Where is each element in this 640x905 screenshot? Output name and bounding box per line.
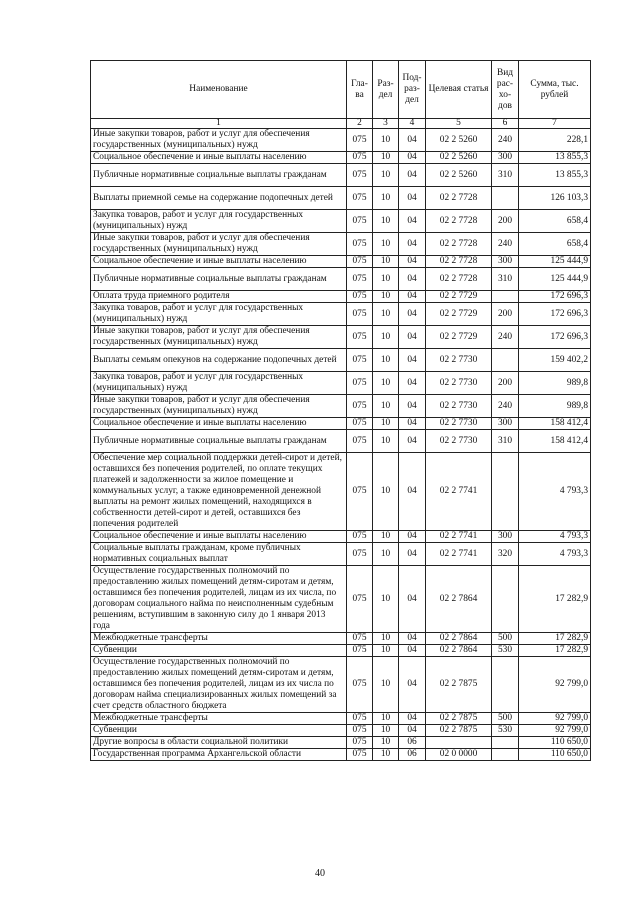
- row-target-article: 02 2 7728: [426, 256, 492, 268]
- row-target-article: 02 2 7741: [426, 453, 492, 531]
- row-section: 10: [373, 713, 399, 725]
- table-row: [91, 349, 591, 372]
- row-amount: 159 402,2: [519, 349, 591, 372]
- row-amount: 126 103,3: [519, 187, 591, 210]
- row-chapter: 075: [347, 543, 373, 566]
- row-expense-type: 300: [492, 256, 519, 268]
- page-number: 40: [315, 868, 325, 879]
- table-row: [91, 566, 591, 633]
- row-chapter: 075: [347, 566, 373, 633]
- row-expense-type: 300: [492, 418, 519, 430]
- row-section: 10: [373, 633, 399, 645]
- header-expense-type: Вид рас-хо-дов: [492, 61, 519, 119]
- row-amount: 172 696,3: [519, 303, 591, 326]
- row-target-article: 02 2 7730: [426, 395, 492, 418]
- row-chapter: 075: [347, 164, 373, 187]
- row-target-article: 02 2 7729: [426, 291, 492, 303]
- table-row: [91, 372, 591, 395]
- row-amount: 17 282,9: [519, 633, 591, 645]
- budget-table: [90, 60, 591, 761]
- row-section: 10: [373, 395, 399, 418]
- table-row: [91, 395, 591, 418]
- row-target-article: 02 2 7730: [426, 430, 492, 453]
- row-name: Межбюджетные трансферты: [91, 633, 347, 645]
- table-row: [91, 152, 591, 164]
- row-chapter: 075: [347, 233, 373, 256]
- row-name: Выплаты приемной семье на содержание подопечных детей: [91, 187, 347, 210]
- row-subsection: 04: [399, 210, 426, 233]
- row-expense-type: [492, 291, 519, 303]
- row-chapter: 075: [347, 372, 373, 395]
- row-expense-type: [492, 187, 519, 210]
- row-subsection: 04: [399, 152, 426, 164]
- row-amount: 110 650,0: [519, 749, 591, 761]
- row-name: Социальное обеспечение и иные выплаты населению: [91, 531, 347, 543]
- column-number: 3: [373, 119, 399, 129]
- row-name: Иные закупки товаров, работ и услуг для обеспечения государственных (муниципальных) нужд: [91, 395, 347, 418]
- row-expense-type: [492, 737, 519, 749]
- row-expense-type: [492, 453, 519, 531]
- row-amount: 658,4: [519, 210, 591, 233]
- row-target-article: 02 2 7730: [426, 349, 492, 372]
- row-chapter: 075: [347, 749, 373, 761]
- row-chapter: 075: [347, 725, 373, 737]
- row-subsection: 06: [399, 737, 426, 749]
- row-section: 10: [373, 233, 399, 256]
- row-expense-type: 500: [492, 633, 519, 645]
- row-section: 10: [373, 749, 399, 761]
- row-expense-type: 310: [492, 430, 519, 453]
- row-section: 10: [373, 303, 399, 326]
- row-amount: 17 282,9: [519, 645, 591, 657]
- row-name: Социальное обеспечение и иные выплаты населению: [91, 418, 347, 430]
- row-amount: 228,1: [519, 129, 591, 152]
- row-subsection: 04: [399, 256, 426, 268]
- row-target-article: 02 2 7730: [426, 418, 492, 430]
- row-section: 10: [373, 737, 399, 749]
- row-section: 10: [373, 326, 399, 349]
- row-section: 10: [373, 657, 399, 713]
- row-amount: 92 799,0: [519, 725, 591, 737]
- row-amount: 92 799,0: [519, 657, 591, 713]
- row-name: Осуществление государственных полномочий по предоставлению жилых помещений детям-сиротам и детям, оставшимся без попечения родителей, лицам из их числа, по договорам социального найма по неисполненным судебным решениям, вступившим в законную силу до 1 января 2013 года: [91, 566, 347, 633]
- row-section: 10: [373, 372, 399, 395]
- row-expense-type: 310: [492, 164, 519, 187]
- row-section: 10: [373, 430, 399, 453]
- row-section: 10: [373, 268, 399, 291]
- row-expense-type: 200: [492, 372, 519, 395]
- row-target-article: 02 2 7741: [426, 543, 492, 566]
- row-amount: 658,4: [519, 233, 591, 256]
- header-section: Раз-дел: [373, 61, 399, 119]
- row-expense-type: 310: [492, 268, 519, 291]
- table-row: [91, 418, 591, 430]
- row-subsection: 04: [399, 725, 426, 737]
- row-name: Межбюджетные трансферты: [91, 713, 347, 725]
- row-expense-type: 240: [492, 395, 519, 418]
- row-target-article: 02 2 7864: [426, 645, 492, 657]
- row-subsection: 04: [399, 129, 426, 152]
- row-expense-type: 300: [492, 531, 519, 543]
- table-row: [91, 737, 591, 749]
- row-target-article: 02 2 7729: [426, 326, 492, 349]
- row-section: 10: [373, 543, 399, 566]
- row-chapter: 075: [347, 645, 373, 657]
- row-amount: 125 444,9: [519, 268, 591, 291]
- table-row: [91, 187, 591, 210]
- row-section: 10: [373, 129, 399, 152]
- row-section: 10: [373, 453, 399, 531]
- row-target-article: 02 2 7864: [426, 633, 492, 645]
- row-amount: 125 444,9: [519, 256, 591, 268]
- row-chapter: 075: [347, 713, 373, 725]
- row-name: Субвенции: [91, 725, 347, 737]
- row-chapter: 075: [347, 129, 373, 152]
- row-target-article: 02 2 7875: [426, 725, 492, 737]
- row-chapter: 075: [347, 418, 373, 430]
- row-name: Субвенции: [91, 645, 347, 657]
- row-target-article: 02 2 7730: [426, 372, 492, 395]
- row-chapter: 075: [347, 326, 373, 349]
- column-number: 1: [91, 119, 347, 129]
- row-chapter: 075: [347, 737, 373, 749]
- row-chapter: 075: [347, 152, 373, 164]
- row-chapter: 075: [347, 210, 373, 233]
- row-target-article: 02 2 7728: [426, 210, 492, 233]
- header-chapter: Гла-ва: [347, 61, 373, 119]
- row-amount: 92 799,0: [519, 713, 591, 725]
- row-amount: 158 412,4: [519, 430, 591, 453]
- row-name: Оплата труда приемного родителя: [91, 291, 347, 303]
- row-chapter: 075: [347, 349, 373, 372]
- column-number: 6: [492, 119, 519, 129]
- table-row: [91, 713, 591, 725]
- table-row: [91, 268, 591, 291]
- row-section: 10: [373, 349, 399, 372]
- row-name: Публичные нормативные социальные выплаты гражданам: [91, 268, 347, 291]
- row-expense-type: 530: [492, 725, 519, 737]
- row-target-article: 02 2 7729: [426, 303, 492, 326]
- row-chapter: 075: [347, 187, 373, 210]
- row-chapter: 075: [347, 303, 373, 326]
- row-name: Обеспечение мер социальной поддержки детей-сирот и детей, оставшихся без попечения родителей, по оплате текущих платежей и задолженности за жилое помещение и коммунальных услуг, а также единовременной денежной выплаты на ремонт жилых помещений, находящихся в собственности детей-сирот и детей, оставшихся без попечения родителей: [91, 453, 347, 531]
- row-amount: 172 696,3: [519, 326, 591, 349]
- header-subsection: Под-раз-дел: [399, 61, 426, 119]
- row-subsection: 04: [399, 657, 426, 713]
- table-header-row: [91, 61, 591, 119]
- column-number: 5: [426, 119, 492, 129]
- row-subsection: 04: [399, 453, 426, 531]
- row-amount: 13 855,3: [519, 152, 591, 164]
- row-expense-type: 240: [492, 233, 519, 256]
- row-chapter: 075: [347, 453, 373, 531]
- row-name: Осуществление государственных полномочий по предоставлению жилых помещений детям-сиротам и детям, оставшимся без попечения родителей, лицам из их числа по договорам найма специализированных жилых помещений за счет средств областного бюджета: [91, 657, 347, 713]
- row-subsection: 04: [399, 713, 426, 725]
- column-number: 2: [347, 119, 373, 129]
- row-amount: 13 855,3: [519, 164, 591, 187]
- table-row: [91, 291, 591, 303]
- row-name: Публичные нормативные социальные выплаты гражданам: [91, 164, 347, 187]
- row-subsection: 04: [399, 633, 426, 645]
- row-target-article: 02 2 5260: [426, 129, 492, 152]
- table-row: [91, 129, 591, 152]
- table-row: [91, 657, 591, 713]
- row-target-article: 02 2 7875: [426, 713, 492, 725]
- row-subsection: 04: [399, 395, 426, 418]
- row-section: 10: [373, 418, 399, 430]
- row-expense-type: 200: [492, 210, 519, 233]
- row-section: 10: [373, 152, 399, 164]
- row-expense-type: 240: [492, 129, 519, 152]
- row-subsection: 04: [399, 187, 426, 210]
- row-section: 10: [373, 256, 399, 268]
- row-section: 10: [373, 210, 399, 233]
- header-amount: Сумма, тыс. рублей: [519, 61, 591, 119]
- row-section: 10: [373, 187, 399, 210]
- row-subsection: 04: [399, 430, 426, 453]
- column-number: 4: [399, 119, 426, 129]
- row-target-article: 02 2 5260: [426, 152, 492, 164]
- row-subsection: 04: [399, 349, 426, 372]
- row-expense-type: 300: [492, 152, 519, 164]
- table-row: [91, 233, 591, 256]
- row-name: Иные закупки товаров, работ и услуг для обеспечения государственных (муниципальных) нужд: [91, 233, 347, 256]
- row-subsection: 04: [399, 326, 426, 349]
- row-chapter: 075: [347, 531, 373, 543]
- row-target-article: 02 2 7728: [426, 233, 492, 256]
- table-body: [91, 129, 591, 761]
- row-name: Публичные нормативные социальные выплаты гражданам: [91, 430, 347, 453]
- row-expense-type: 240: [492, 326, 519, 349]
- table-row: [91, 453, 591, 531]
- row-expense-type: 530: [492, 645, 519, 657]
- row-name: Закупка товаров, работ и услуг для государственных (муниципальных) нужд: [91, 303, 347, 326]
- header-target-article: Целевая статья: [426, 61, 492, 119]
- row-name: Социальное обеспечение и иные выплаты населению: [91, 256, 347, 268]
- table-row: [91, 210, 591, 233]
- row-target-article: 02 2 7728: [426, 187, 492, 210]
- row-amount: 110 650,0: [519, 737, 591, 749]
- row-name: Государственная программа Архангельской области: [91, 749, 347, 761]
- row-subsection: 04: [399, 291, 426, 303]
- row-section: 10: [373, 531, 399, 543]
- row-name: Иные закупки товаров, работ и услуг для обеспечения государственных (муниципальных) нужд: [91, 129, 347, 152]
- row-amount: 4 793,3: [519, 543, 591, 566]
- column-number-row: [91, 119, 591, 129]
- table-row: [91, 633, 591, 645]
- row-amount: 17 282,9: [519, 566, 591, 633]
- column-number: 7: [519, 119, 591, 129]
- row-expense-type: [492, 749, 519, 761]
- row-name: Закупка товаров, работ и услуг для государственных (муниципальных) нужд: [91, 210, 347, 233]
- row-subsection: 04: [399, 372, 426, 395]
- row-subsection: 06: [399, 749, 426, 761]
- row-name: Социальное обеспечение и иные выплаты населению: [91, 152, 347, 164]
- table-row: [91, 749, 591, 761]
- row-chapter: 075: [347, 430, 373, 453]
- row-chapter: 075: [347, 291, 373, 303]
- row-name: Иные закупки товаров, работ и услуг для обеспечения государственных (муниципальных) нужд: [91, 326, 347, 349]
- row-subsection: 04: [399, 418, 426, 430]
- row-chapter: 075: [347, 633, 373, 645]
- row-subsection: 04: [399, 303, 426, 326]
- row-name: Закупка товаров, работ и услуг для государственных (муниципальных) нужд: [91, 372, 347, 395]
- table-row: [91, 543, 591, 566]
- table-row: [91, 725, 591, 737]
- row-expense-type: [492, 566, 519, 633]
- row-amount: 158 412,4: [519, 418, 591, 430]
- row-expense-type: [492, 349, 519, 372]
- row-section: 10: [373, 725, 399, 737]
- table-row: [91, 430, 591, 453]
- row-target-article: 02 2 5260: [426, 164, 492, 187]
- row-subsection: 04: [399, 543, 426, 566]
- table-row: [91, 645, 591, 657]
- row-subsection: 04: [399, 233, 426, 256]
- row-name: Социальные выплаты гражданам, кроме публичных нормативных социальных выплат: [91, 543, 347, 566]
- row-target-article: 02 2 7875: [426, 657, 492, 713]
- row-target-article: 02 2 7741: [426, 531, 492, 543]
- table-row: [91, 303, 591, 326]
- row-chapter: 075: [347, 268, 373, 291]
- table-row: [91, 164, 591, 187]
- row-amount: 4 793,3: [519, 453, 591, 531]
- row-subsection: 04: [399, 164, 426, 187]
- row-subsection: 04: [399, 566, 426, 633]
- row-section: 10: [373, 164, 399, 187]
- table-row: [91, 326, 591, 349]
- header-name: Наименование: [91, 61, 347, 119]
- row-target-article: 02 2 7728: [426, 268, 492, 291]
- row-amount: 4 793,3: [519, 531, 591, 543]
- row-chapter: 075: [347, 657, 373, 713]
- row-name: Выплаты семьям опекунов на содержание подопечных детей: [91, 349, 347, 372]
- row-expense-type: [492, 657, 519, 713]
- row-subsection: 04: [399, 645, 426, 657]
- row-chapter: 075: [347, 395, 373, 418]
- table-row: [91, 256, 591, 268]
- row-amount: 989,8: [519, 372, 591, 395]
- row-expense-type: 200: [492, 303, 519, 326]
- row-section: 10: [373, 566, 399, 633]
- row-subsection: 04: [399, 268, 426, 291]
- row-amount: 172 696,3: [519, 291, 591, 303]
- row-expense-type: 500: [492, 713, 519, 725]
- table-row: [91, 531, 591, 543]
- row-expense-type: 320: [492, 543, 519, 566]
- row-name: Другие вопросы в области социальной политики: [91, 737, 347, 749]
- row-target-article: 02 0 0000: [426, 749, 492, 761]
- row-section: 10: [373, 291, 399, 303]
- row-target-article: 02 2 7864: [426, 566, 492, 633]
- row-chapter: 075: [347, 256, 373, 268]
- row-section: 10: [373, 645, 399, 657]
- row-amount: 989,8: [519, 395, 591, 418]
- row-target-article: [426, 737, 492, 749]
- row-subsection: 04: [399, 531, 426, 543]
